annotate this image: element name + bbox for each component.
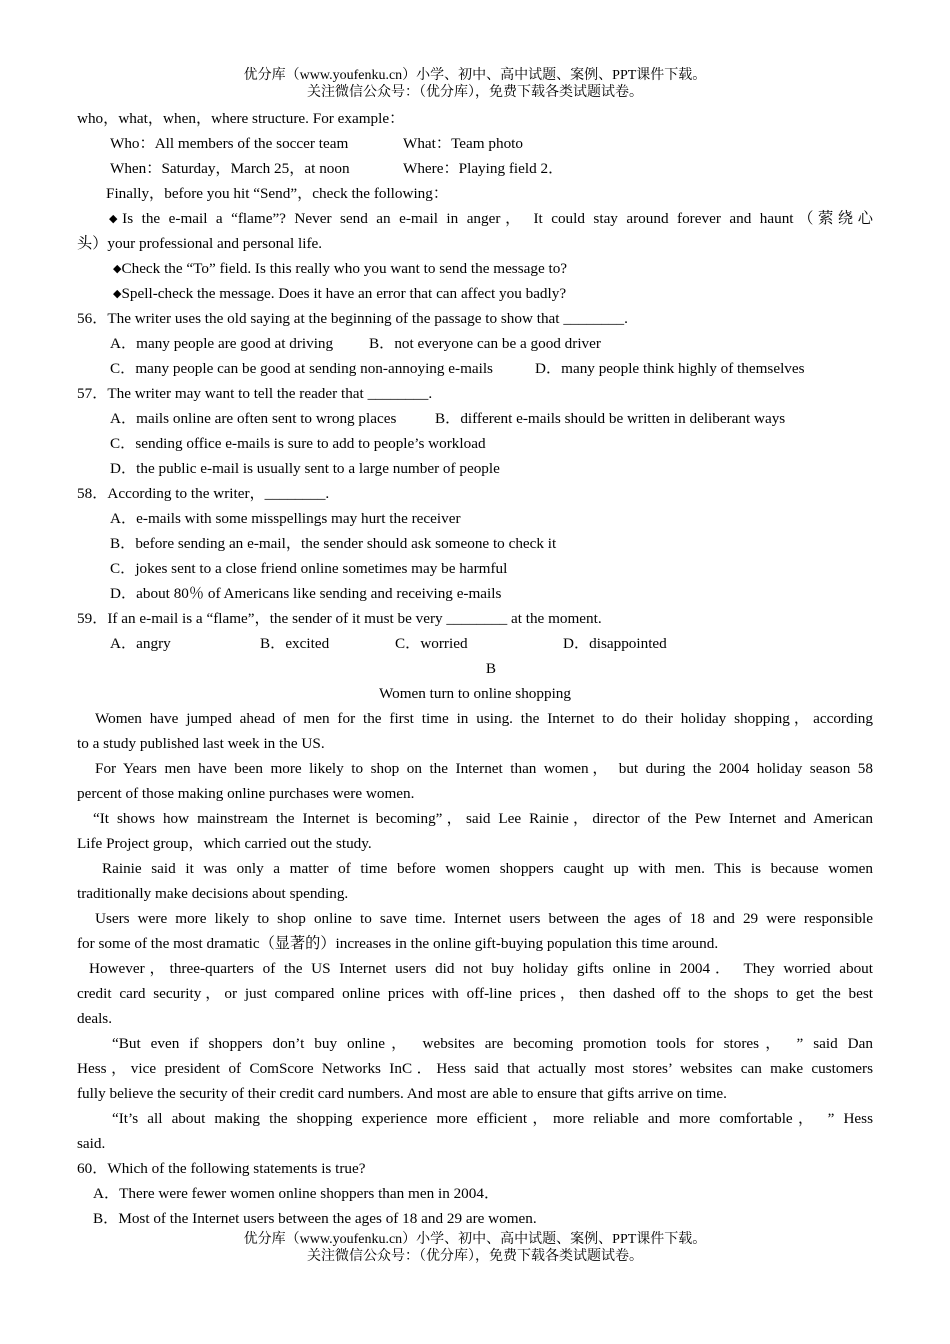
question-57-stem: 57．The writer may want to tell the reader that ________.: [77, 385, 433, 402]
passage-b-p1-line-2: to a study published last week in the US.: [77, 735, 325, 752]
question-58-stem: 58．According to the writer，________.: [77, 485, 330, 502]
passage-b-p6-line-1: However，three-quarters of the US Internet users did not buy holiday gifts online in 2004． They worried about: [89, 960, 873, 977]
example-where: Where：Playing field 2．: [403, 160, 564, 177]
header-line-1: 优分库（www.youfenku.cn）小学、初中、高中试题、案例、PPT课件下载。: [243, 68, 707, 83]
question-56-row-2: [77, 356, 873, 381]
question-60-stem: 60．Which of the following statements is true?: [77, 1160, 366, 1177]
passage-b-p8-line-1: “It’s all about making the shopping experience more efficient，more reliable and more comfortable， ” Hess: [112, 1110, 873, 1127]
example-row-1: [77, 131, 873, 156]
option-59-a: A．angry: [110, 635, 171, 652]
option-57-a: A．mails online are often sent to wrong places: [110, 410, 397, 427]
passage-b-title: Women turn to online shopping: [379, 685, 571, 702]
bullet-2: ◆Check the “To” field. Is this really who you want to send the message to?: [113, 260, 568, 277]
question-59-stem: 59．If an e-mail is a “flame”，the sender of it must be very ________ at the moment.: [77, 610, 602, 627]
passage-b-p8-line-2: said.: [77, 1135, 106, 1152]
passage-b-p1-line-1: Women have jumped ahead of men for the first time in using. the Internet to do their holiday shopping，according: [95, 710, 873, 727]
bullet-1-text: Is the e-mail a “flame”? Never send an e-mail in anger， It could stay around forever and haunt（萦绕心: [122, 210, 873, 227]
question-56-row-1: [77, 331, 873, 356]
example-when: When：Saturday，March 25，at noon: [110, 160, 350, 177]
bullet-3: ◆Spell-check the message. Does it have an error that can affect you badly?: [113, 285, 567, 302]
passage-b-p5-line-2: for some of the most dramatic（显著的）increases in the online gift-buying population this time around.: [77, 935, 719, 952]
document-body: [77, 106, 873, 1231]
option-57-c: C．sending office e-mails is sure to add to people’s workload: [110, 435, 486, 452]
bullet-1-line-1: [77, 206, 873, 231]
option-58-c: C．jokes sent to a close friend online sometimes may be harmful: [110, 560, 508, 577]
section-b-label: B: [485, 660, 497, 677]
example-who: Who：All members of the soccer team: [110, 135, 349, 152]
page-footer: [0, 1231, 950, 1265]
passage-b-p4-line-2: traditionally make decisions about spending.: [77, 885, 349, 902]
question-57-row-1: [77, 406, 873, 431]
finally-line: Finally，before you hit “Send”，check the following：: [106, 185, 449, 202]
example-row-2: [77, 156, 873, 181]
footer-line-2: 关注微信公众号：（优分库），免费下载各类试题试卷。: [307, 1249, 643, 1264]
question-59-options: [77, 631, 873, 656]
diamond-bullet-icon: ◆: [113, 288, 122, 300]
option-59-c: C．worried: [395, 635, 468, 652]
option-57-d: D．the public e-mail is usually sent to a large number of people: [110, 460, 500, 477]
passage-b-p3-line-2: Life Project group，which carried out the study.: [77, 835, 372, 852]
passage-b-p6-line-2: credit card security，or just compared online prices with off-line prices，then dashed off to the shops to get the best: [77, 985, 873, 1002]
page-header: [0, 67, 950, 101]
passage-b-p7-line-2: Hess，vice president of ComScore Networks InC．Hess said that actually most stores’ websites can make customers: [77, 1060, 873, 1077]
option-57-b: B．different e-mails should be written in deliberant ways: [435, 410, 786, 427]
option-56-d: D．many people think highly of themselves: [535, 360, 805, 377]
question-56-stem: 56．The writer uses the old saying at the beginning of the passage to show that ________.: [77, 310, 628, 327]
option-56-b: B．not everyone can be a good driver: [369, 335, 601, 352]
passage-b-p5-line-1: Users were more likely to shop online to save time. Internet users between the ages of 18 and 29 were responsible: [95, 910, 873, 927]
option-58-d: D．about 80％ of Americans like sending and receiving e-mails: [110, 585, 502, 602]
passage-b-p6-line-3: deals.: [77, 1010, 113, 1027]
passage-b-p7-line-3: fully believe the security of their credit card numbers. And most are able to ensure that gifts arrive on time.: [77, 1085, 727, 1102]
passage-b-p2-line-1: For Years men have been more likely to shop on the Internet than women， but during the 2004 holiday season 58: [95, 760, 873, 777]
bullet-1-line-2: 头）your professional and personal life.: [77, 235, 323, 252]
option-56-a: A．many people are good at driving: [110, 335, 334, 352]
passage-b-p4-line-1: Rainie said it was only a matter of time before women shoppers caught up with men. This is because women: [102, 860, 873, 877]
passage-b-p2-line-2: percent of those making online purchases were women.: [77, 785, 415, 802]
passage-a-intro: who，what，when，where structure. For example：: [77, 110, 405, 127]
example-what: What：Team photo: [403, 135, 523, 152]
option-58-b: B．before sending an e-mail，the sender should ask someone to check it: [110, 535, 557, 552]
diamond-bullet-icon: ◆: [113, 263, 122, 275]
option-59-d: D．disappointed: [563, 635, 667, 652]
option-60-a: A．There were fewer women online shoppers than men in 2004．: [93, 1185, 500, 1202]
passage-b-p7-line-1: “But even if shoppers don’t buy online， websites are becoming promotion tools for stores， ” said Dan: [112, 1035, 873, 1052]
option-59-b: B．excited: [260, 635, 330, 652]
passage-b-p3-line-1: “It shows how mainstream the Internet is becoming”，said Lee Rainie，director of the Pew Internet and American: [93, 810, 873, 827]
option-60-b: B．Most of the Internet users between the ages of 18 and 29 are women.: [93, 1210, 537, 1227]
option-58-a: A．e-mails with some misspellings may hurt the receiver: [110, 510, 461, 527]
diamond-bullet-icon: ◆: [109, 213, 123, 225]
header-line-2: 关注微信公众号：（优分库），免费下载各类试题试卷。: [307, 85, 643, 100]
footer-line-1: 优分库（www.youfenku.cn）小学、初中、高中试题、案例、PPT课件下载。: [243, 1232, 707, 1247]
option-56-c: C．many people can be good at sending non-annoying e-mails: [110, 360, 493, 377]
